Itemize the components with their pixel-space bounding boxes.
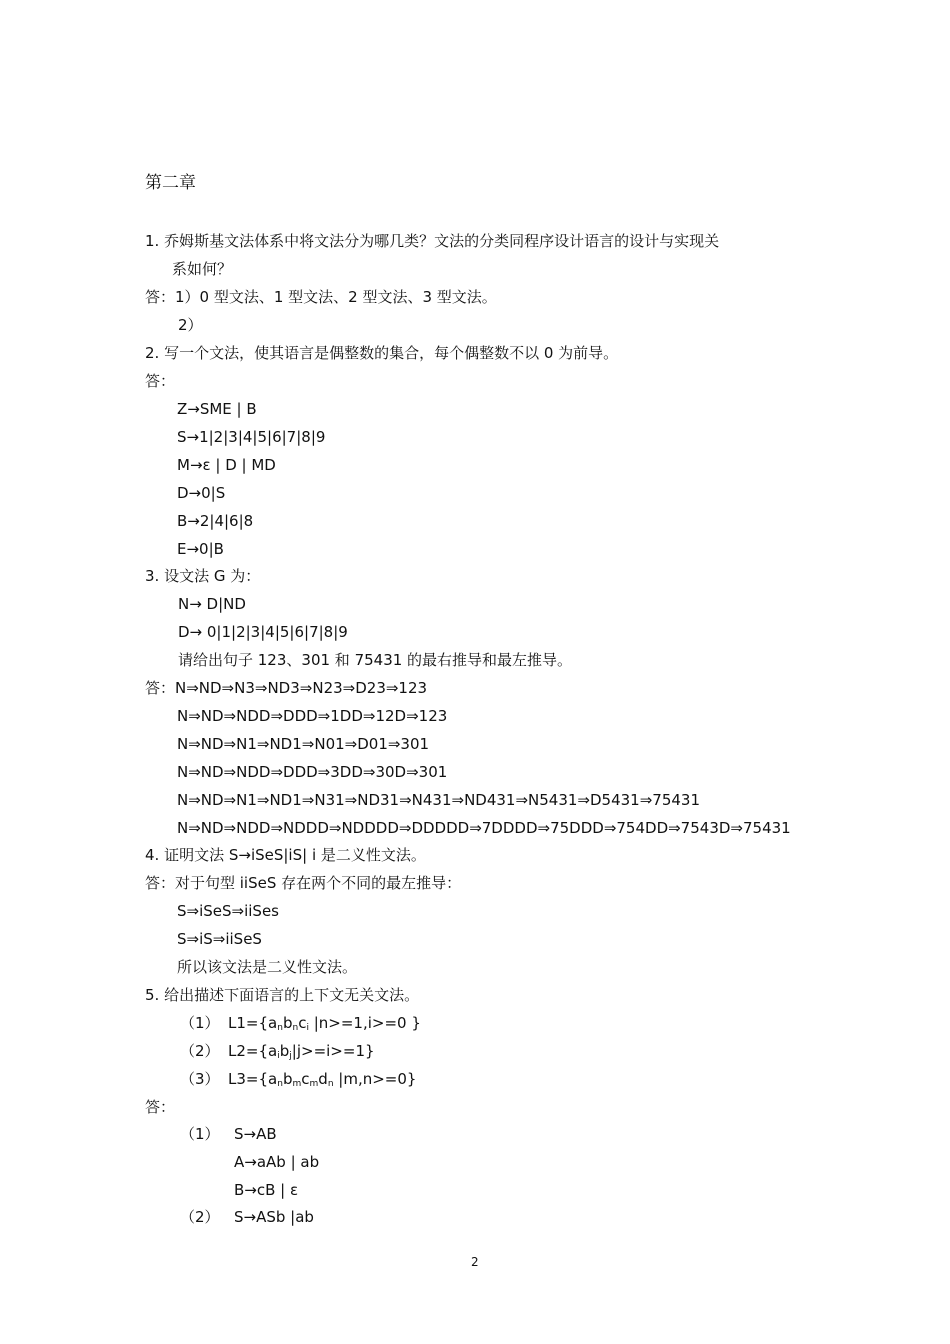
q5-question: 5. 给出描述下面语言的上下文无关文法。 bbox=[145, 986, 420, 1004]
q5-language-label: （3） bbox=[180, 1070, 220, 1088]
q3-derivation: N⇒ND⇒NDD⇒DDD⇒3DD⇒30D⇒301 bbox=[177, 763, 448, 781]
q4-answer: 答：对于句型 iiSeS 存在两个不同的最左推导： bbox=[145, 874, 462, 892]
q2-question: 2. 写一个文法，使其语言是偶整数的集合，每个偶整数不以 0 为前导。 bbox=[145, 344, 619, 362]
q5-grammar1-rule: B→cB | ε bbox=[234, 1181, 299, 1199]
q5-answer-label: 答： bbox=[145, 1098, 176, 1116]
chapter-title: 第二章 bbox=[145, 173, 196, 193]
q3-derivation: N⇒ND⇒NDD⇒DDD⇒1DD⇒12D⇒123 bbox=[177, 707, 448, 725]
q2-rule: S→1|2|3|4|5|6|7|8|9 bbox=[177, 428, 326, 446]
q5-language-label: （2） bbox=[180, 1042, 220, 1060]
q2-rule: M→ε | D | MD bbox=[177, 456, 276, 474]
q4-derivation1: S⇒iSeS⇒iiSes bbox=[177, 902, 279, 920]
q1-answer1: 答：1）0 型文法、1 型文法、2 型文法、3 型文法。 bbox=[145, 288, 497, 306]
q5-grammar2-rule: S→ASb |ab bbox=[234, 1208, 314, 1226]
q2-rule: E→0|B bbox=[177, 540, 224, 558]
q5-grammar1-label: （1） bbox=[180, 1125, 220, 1143]
q4-question: 4. 证明文法 S→iSeS|iS| i 是二义性文法。 bbox=[145, 846, 426, 864]
q5-grammar1-rule: A→aAb | ab bbox=[234, 1153, 320, 1171]
q3-derivation: N⇒ND⇒NDD⇒NDDD⇒NDDDD⇒DDDDD⇒7DDDD⇒75DDD⇒754DD⇒7543D⇒75431 bbox=[177, 819, 791, 837]
q3-prompt: 请给出句子 123、301 和 75431 的最右推导和最左推导。 bbox=[178, 651, 573, 669]
q2-rule: D→0|S bbox=[177, 484, 226, 502]
q2-rule: B→2|4|6|8 bbox=[177, 512, 254, 530]
q1-line1: 1. 乔姆斯基文法体系中将文法分为哪几类？文法的分类同程序设计语言的设计与实现关 bbox=[145, 232, 720, 250]
q5-grammar1-rule: S→AB bbox=[234, 1125, 277, 1143]
q3-rule2: D→ 0|1|2|3|4|5|6|7|8|9 bbox=[178, 623, 348, 641]
q5-language-L3: $L3=\{a_nb_mc_md_n$ |m,n>=0} bbox=[228, 1070, 417, 1089]
q1-line2: 系如何？ bbox=[172, 260, 233, 278]
q2-rule: Z→SME | B bbox=[177, 400, 257, 418]
q5-language-L1: $L1=\{a_nb_nc_i$ |n>=1,i>=0 } bbox=[228, 1014, 421, 1033]
q5-language-L2: $L2=\{a_ib_j|j>=i>=1\}$ bbox=[228, 1042, 375, 1061]
q2-answer-label: 答： bbox=[145, 372, 176, 390]
q3-derivation: N⇒ND⇒N1⇒ND1⇒N01⇒D01⇒301 bbox=[177, 735, 430, 753]
page-number: 2 bbox=[471, 1255, 479, 1269]
q3-derivation: N⇒ND⇒N1⇒ND1⇒N31⇒ND31⇒N431⇒ND431⇒N5431⇒D5431⇒75431 bbox=[177, 791, 701, 809]
q4-derivation2: S⇒iS⇒iiSeS bbox=[177, 930, 262, 948]
q5-language-label: （1） bbox=[180, 1014, 220, 1032]
q3-question: 3. 设文法 G 为： bbox=[145, 567, 261, 585]
q3-derivation: 答：N⇒ND⇒N3⇒ND3⇒N23⇒D23⇒123 bbox=[145, 679, 428, 697]
q5-grammar2-label: （2） bbox=[180, 1208, 220, 1226]
q1-answer2: 2） bbox=[178, 316, 203, 334]
q4-conclusion: 所以该文法是二义性文法。 bbox=[177, 958, 358, 976]
q3-rule1: N→ D|ND bbox=[178, 595, 246, 613]
